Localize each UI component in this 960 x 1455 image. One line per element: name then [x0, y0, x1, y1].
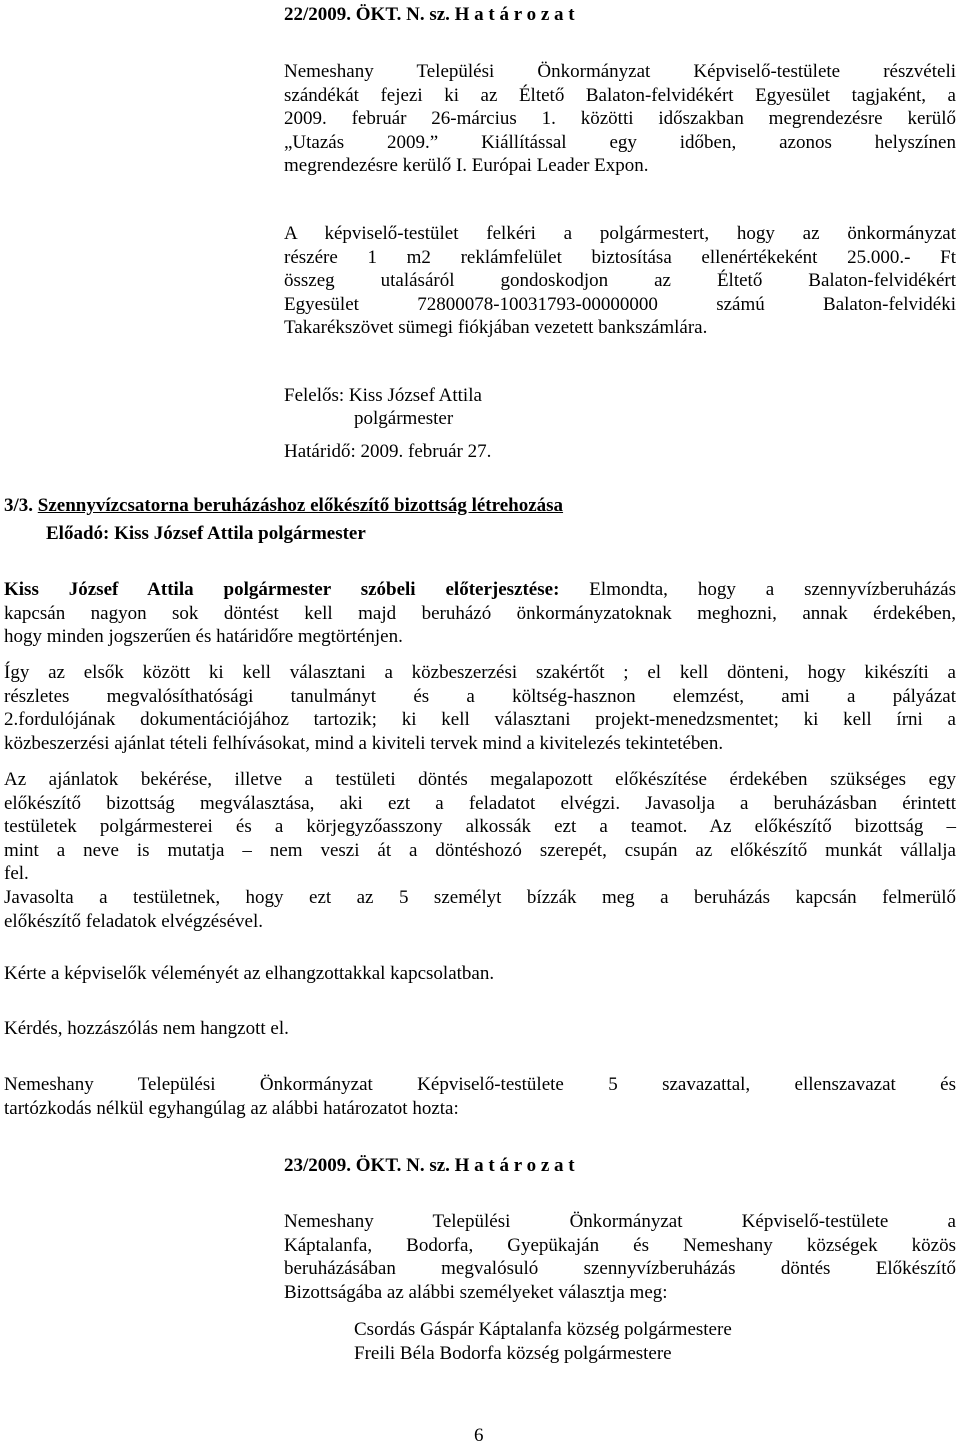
text-line: előkészítő feladatok elvégzésével. [4, 910, 264, 932]
committee-member: Freili Béla Bodorfa község polgármestere [354, 1342, 672, 1364]
agenda-item-heading [4, 495, 563, 517]
agenda-item-presenter: Előadó: Kiss József Attila polgármester [46, 523, 366, 544]
questions-note: Kérdés, hozzászólás nem hangzott el. [4, 1018, 289, 1039]
resolution-22-paragraph-1 [284, 60, 956, 178]
text-line: Nemeshany Települési Önkormányzat Képviselő-testülete 5 szavazattal, ellenszavazat és [4, 1074, 956, 1095]
body-paragraph-b [4, 661, 956, 755]
text-line: tartózkodás nélkül egyhangúlag az alábbi határozatot hozta: [4, 1097, 459, 1119]
text-line: Káptalanfa, Bodorfa, Gyepükaján és Nemeshany községek közös [284, 1234, 956, 1256]
text-line [4, 578, 956, 602]
committee-member: Csordás Gáspár Káptalanfa község polgármestere [354, 1319, 732, 1340]
resolution-22-paragraph-2 [284, 222, 956, 340]
text-line: Így az elsők között ki kell választani a közbeszerzési szakértőt ; el kell dönteni, hogy kikészíti a [4, 662, 956, 683]
text-line: A képviselő-testület felkéri a polgármestert, hogy az önkormányzat [284, 223, 956, 244]
text-line: szándékát fejezi ki az Éltető Balaton-felvidékért Egyesület tagjaként, a [284, 84, 956, 106]
resolution-23-label: H a t á r o z a t [454, 1155, 575, 1176]
resolution-23-heading [284, 1155, 575, 1177]
mayor-presentation-paragraph [4, 578, 956, 649]
text-line: fel. [4, 863, 29, 884]
text-line: „Utazás 2009.” Kiállítással egy időben, azonos helyszínen [284, 131, 956, 153]
text-line: Javasolta a testületnek, hogy ezt az 5 személyt bízzák meg a beruházás kapcsán felmerülő [4, 887, 956, 908]
text-line: kapcsán nagyon sok döntést kell majd beruházó önkormányzatoknak meghozni, annak érdekében, [4, 602, 956, 624]
resolution-22-label: H a t á r o z a t [454, 4, 575, 25]
text-line: hogy minden jogszerűen és határidőre megtörténjen. [4, 626, 403, 647]
resolution-22-heading [284, 4, 575, 26]
text-line: Nemeshany Települési Önkormányzat Képviselő-testülete részvételi [284, 61, 956, 82]
opinion-request: Kérte a képviselők véleményét az elhangzottakkal kapcsolatban. [4, 963, 495, 984]
resolution-23-number: 23/2009. ÖKT. N. sz. [284, 1155, 450, 1176]
text-line: Bizottságába az alábbi személyeket választja meg: [284, 1281, 668, 1303]
responsible-title: polgármester [354, 408, 454, 429]
text-line: részletes megvalósíthatósági tanulmányt és a költség-hasznon elemzést, ami a pályázat [4, 685, 956, 707]
text-line: 2.fordulójának dokumentációjához tartozik; ki kell választani projekt-menedzsmentet; ki kell írni a [4, 709, 956, 730]
text-line: Nemeshany Települési Önkormányzat Képviselő-testülete a [284, 1211, 956, 1232]
resolution-22-number: 22/2009. ÖKT. N. sz. [284, 4, 450, 25]
agenda-item-number: 3/3. [4, 495, 34, 516]
text-line: Az ajánlatok bekérése, illetve a testületi döntés megalapozott előkészítése érdekében szükséges egy [4, 769, 956, 790]
agenda-item-title: Szennyvízcsatorna beruházáshoz előkészítő bizottság létrehozása [37, 495, 564, 516]
text-line: előkészítő bizottság megválasztása, aki ezt a feladatot elvégzi. Javasolja a beruházásban érintett [4, 792, 956, 814]
text-line: megrendezésre kerülő I. Európai Leader Expon. [284, 155, 649, 176]
body-paragraph-d [4, 886, 956, 933]
vote-statement [4, 1073, 956, 1120]
text-line: részére 1 m2 reklámfelület biztosítása ellenértékeként 25.000.- Ft [284, 246, 956, 268]
body-paragraph-c [4, 768, 956, 886]
text-line: beruházásában megvalósuló szennyvízberuházás döntés Előkészítő [284, 1258, 956, 1279]
committee-members [354, 1318, 732, 1365]
responsible-person: Felelős: Kiss József Attila [284, 385, 482, 406]
page-number: 6 [474, 1425, 484, 1446]
text-line: közbeszerzési ajánlat tételi felhívásokat, mind a kiviteli tervek mind a kivitelezés tekintetében. [4, 732, 724, 754]
text-line: összeg utalásáról gondoskodjon az Éltető Balaton-felvidékért [284, 270, 956, 291]
presentation-intro: Kiss József Attila polgármester szóbeli előterjesztése: [4, 579, 560, 600]
presentation-text: Elmondta, hogy a szennyvízberuházás [559, 579, 956, 600]
text-line: Egyesület 72800078-10031793-00000000 számú Balaton-felvidéki [284, 293, 956, 315]
text-line: testületek polgármesterei és a körjegyzőasszony alkossák ezt a teamot. Az előkészítő bizottság – [4, 816, 956, 837]
text-line: 2009. február 26-március 1. közötti időszakban megrendezésre kerülő [284, 108, 956, 129]
deadline: Határidő: 2009. február 27. [284, 441, 492, 462]
text-line: Takarékszövet sümegi fiókjában vezetett bankszámlára. [284, 317, 708, 338]
text-line: mint a neve is mutatja – nem veszi át a döntéshozó szerepét, csupán az előkészítő munkát vállalja [4, 839, 956, 861]
resolution-23-paragraph [284, 1210, 956, 1304]
